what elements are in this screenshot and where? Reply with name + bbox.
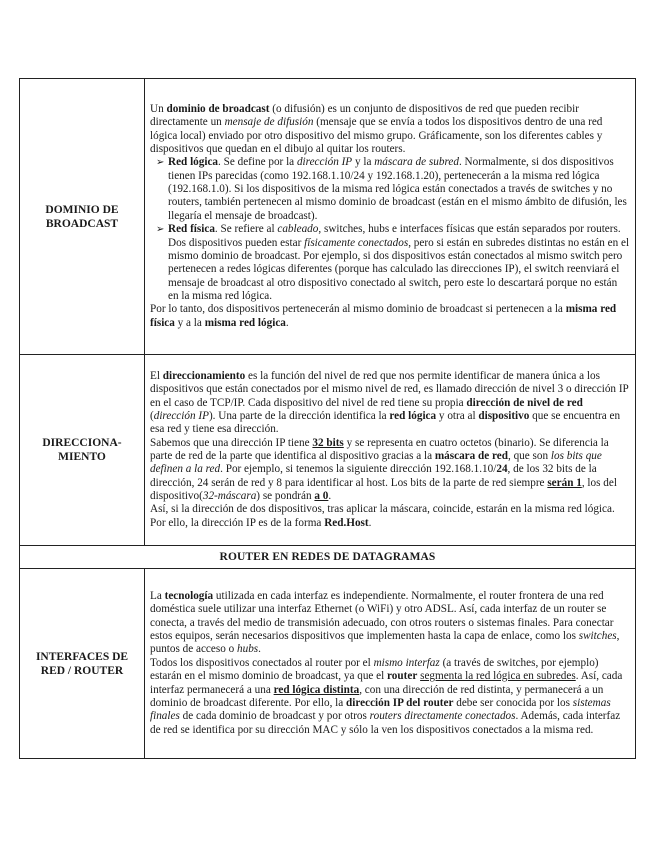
bullet-item-logical-network: ➢ Red lógica. Se define por la dirección IP y la máscara de subred. Normalmente, si dos dispositivos tienen IPs parecidas (como 192.168.1.10/24 y 192.168.1.20), pertenecerán a la misma red lógica (192.168.1.0). Si los dispositivos de la misma red lógica están conectados a través de switches y no routers, también pertenecen al mismo dominio de broadcast (están en el mismo ámbito de difusión, les llegaría el mensaje de broadcast). [156,156,627,222]
row-label-addressing: DIRECCIONA-MIENTO [20,355,145,546]
paragraph: Todos los dispositivos conectados al router por el mismo interfaz (a través de switches, por ejemplo) estarán en el mismo dominio de broadcast, ya que el router segmenta la red lógica en subredes. Así, cada interfaz permanecerá a una red lógica distinta, con una dirección de red distinta, y permanecerá a un dominio de broadcast diferente. Por ello, la dirección IP del router debe ser conocida por los sistemas finales de cada dominio de broadcast y por otros routers directamente conectados. Además, cada interfaz de red se identifica por su dirección MAC y sólo la ven los dispositivos conectados a la misma red. [150,656,623,736]
paragraph: Así, si la dirección de dos dispositivos, tras aplicar la máscara, coincide, estarán en la misma red lógica. Por ello, la dirección IP es de la forma Red.Host. [150,503,615,529]
paragraph: Un dominio de broadcast (o difusión) es un conjunto de dispositivos de red que pueden recibir directamente un mensaje de difusión (mensaje que se envía a todos los dispositivos dentro de una red lógica local) enviado por otro dispositivo del mismo grupo. Gráficamente, son los diferentes cables y dispositivos que quedan en el dibujo al quitar los routers. [150,103,603,156]
paragraph: Sabemos que una dirección IP tiene 32 bits y se representa en cuatro octetos (binario). Se diferencia la parte de red de la parte que identifica al dispositivo gracias a la máscara de red, que son los bits que definen a la red. Por ejemplo, si tenemos la siguiente dirección 192.168.1.10/24, de los 32 bits de la dirección, 24 serán de red y 8 para identificar al host. Los bits de la parte de red siempre serán 1, los del dispositivo(32-máscara) se pondrán a 0. [150,436,617,503]
paragraph: El direccionamiento es la función del nivel de red que nos permite identificar de manera única a los dispositivos que están conectados por el mismo nivel de red, es llamado dirección de nivel 3 o dirección IP en el caso de TCP/IP. Cada dispositivo del nivel de red tiene su propia dirección de nivel de red (dirección IP). Una parte de la dirección identifica la red lógica y otra al dispositivo que se encuentra en esa red y tiene esa dirección. [150,369,629,436]
row-addressing [20,355,636,546]
arrow-bullet-icon: ➢ [156,157,165,169]
row-content-addressing [145,355,636,546]
row-content-interfaces [145,569,636,759]
row-interfaces [20,569,636,759]
row-broadcast [20,79,636,355]
paragraph: La tecnología utilizada en cada interfaz es independiente. Normalmente, el router frontera de una red doméstica suele utilizar una interfaz Ethernet (o WiFi) y otro ADSL. Así, cada interfaz de un router se conecta, a través del medio de transmisión adecuado, con otros routers o sistemas finales. Para conectar estos equipos, serán necesarios dispositivos que implementen hasta la capa de enlace, como los switches, puntos de acceso o hubs. [150,590,620,656]
row-label-broadcast: DOMINIO DE BROADCAST [20,79,145,355]
notes-table [19,78,636,759]
section-title: ROUTER EN REDES DE DATAGRAMAS [20,546,636,569]
bullet-list [150,156,630,303]
row-section-header [20,546,636,569]
arrow-bullet-icon: ➢ [156,224,165,236]
paragraph: Por lo tanto, dos dispositivos pertenecerán al mismo dominio de broadcast si pertenecen a la misma red física y a la misma red lógica. [150,303,617,329]
bullet-item-physical-network: ➢ Red física. Se refiere al cableado, switches, hubs e interfaces físicas que están separados por routers. Dos dispositivos pueden estar físicamente conectados, pero si están en subredes distintas no están en el mismo dominio de broadcast. Por ejemplo, si dos dispositivos están conectados al mismo switch pero pertenecen a redes lógicas diferentes (porque has calculado las direcciones IP), el switch reenviará el mensaje de broadcast al otro dispositivo conectado al switch, pero este lo descartará porque no están en la misma red lógica. [156,223,630,302]
row-label-interfaces: INTERFACES DE RED / ROUTER [20,569,145,759]
row-content-broadcast [145,79,636,355]
